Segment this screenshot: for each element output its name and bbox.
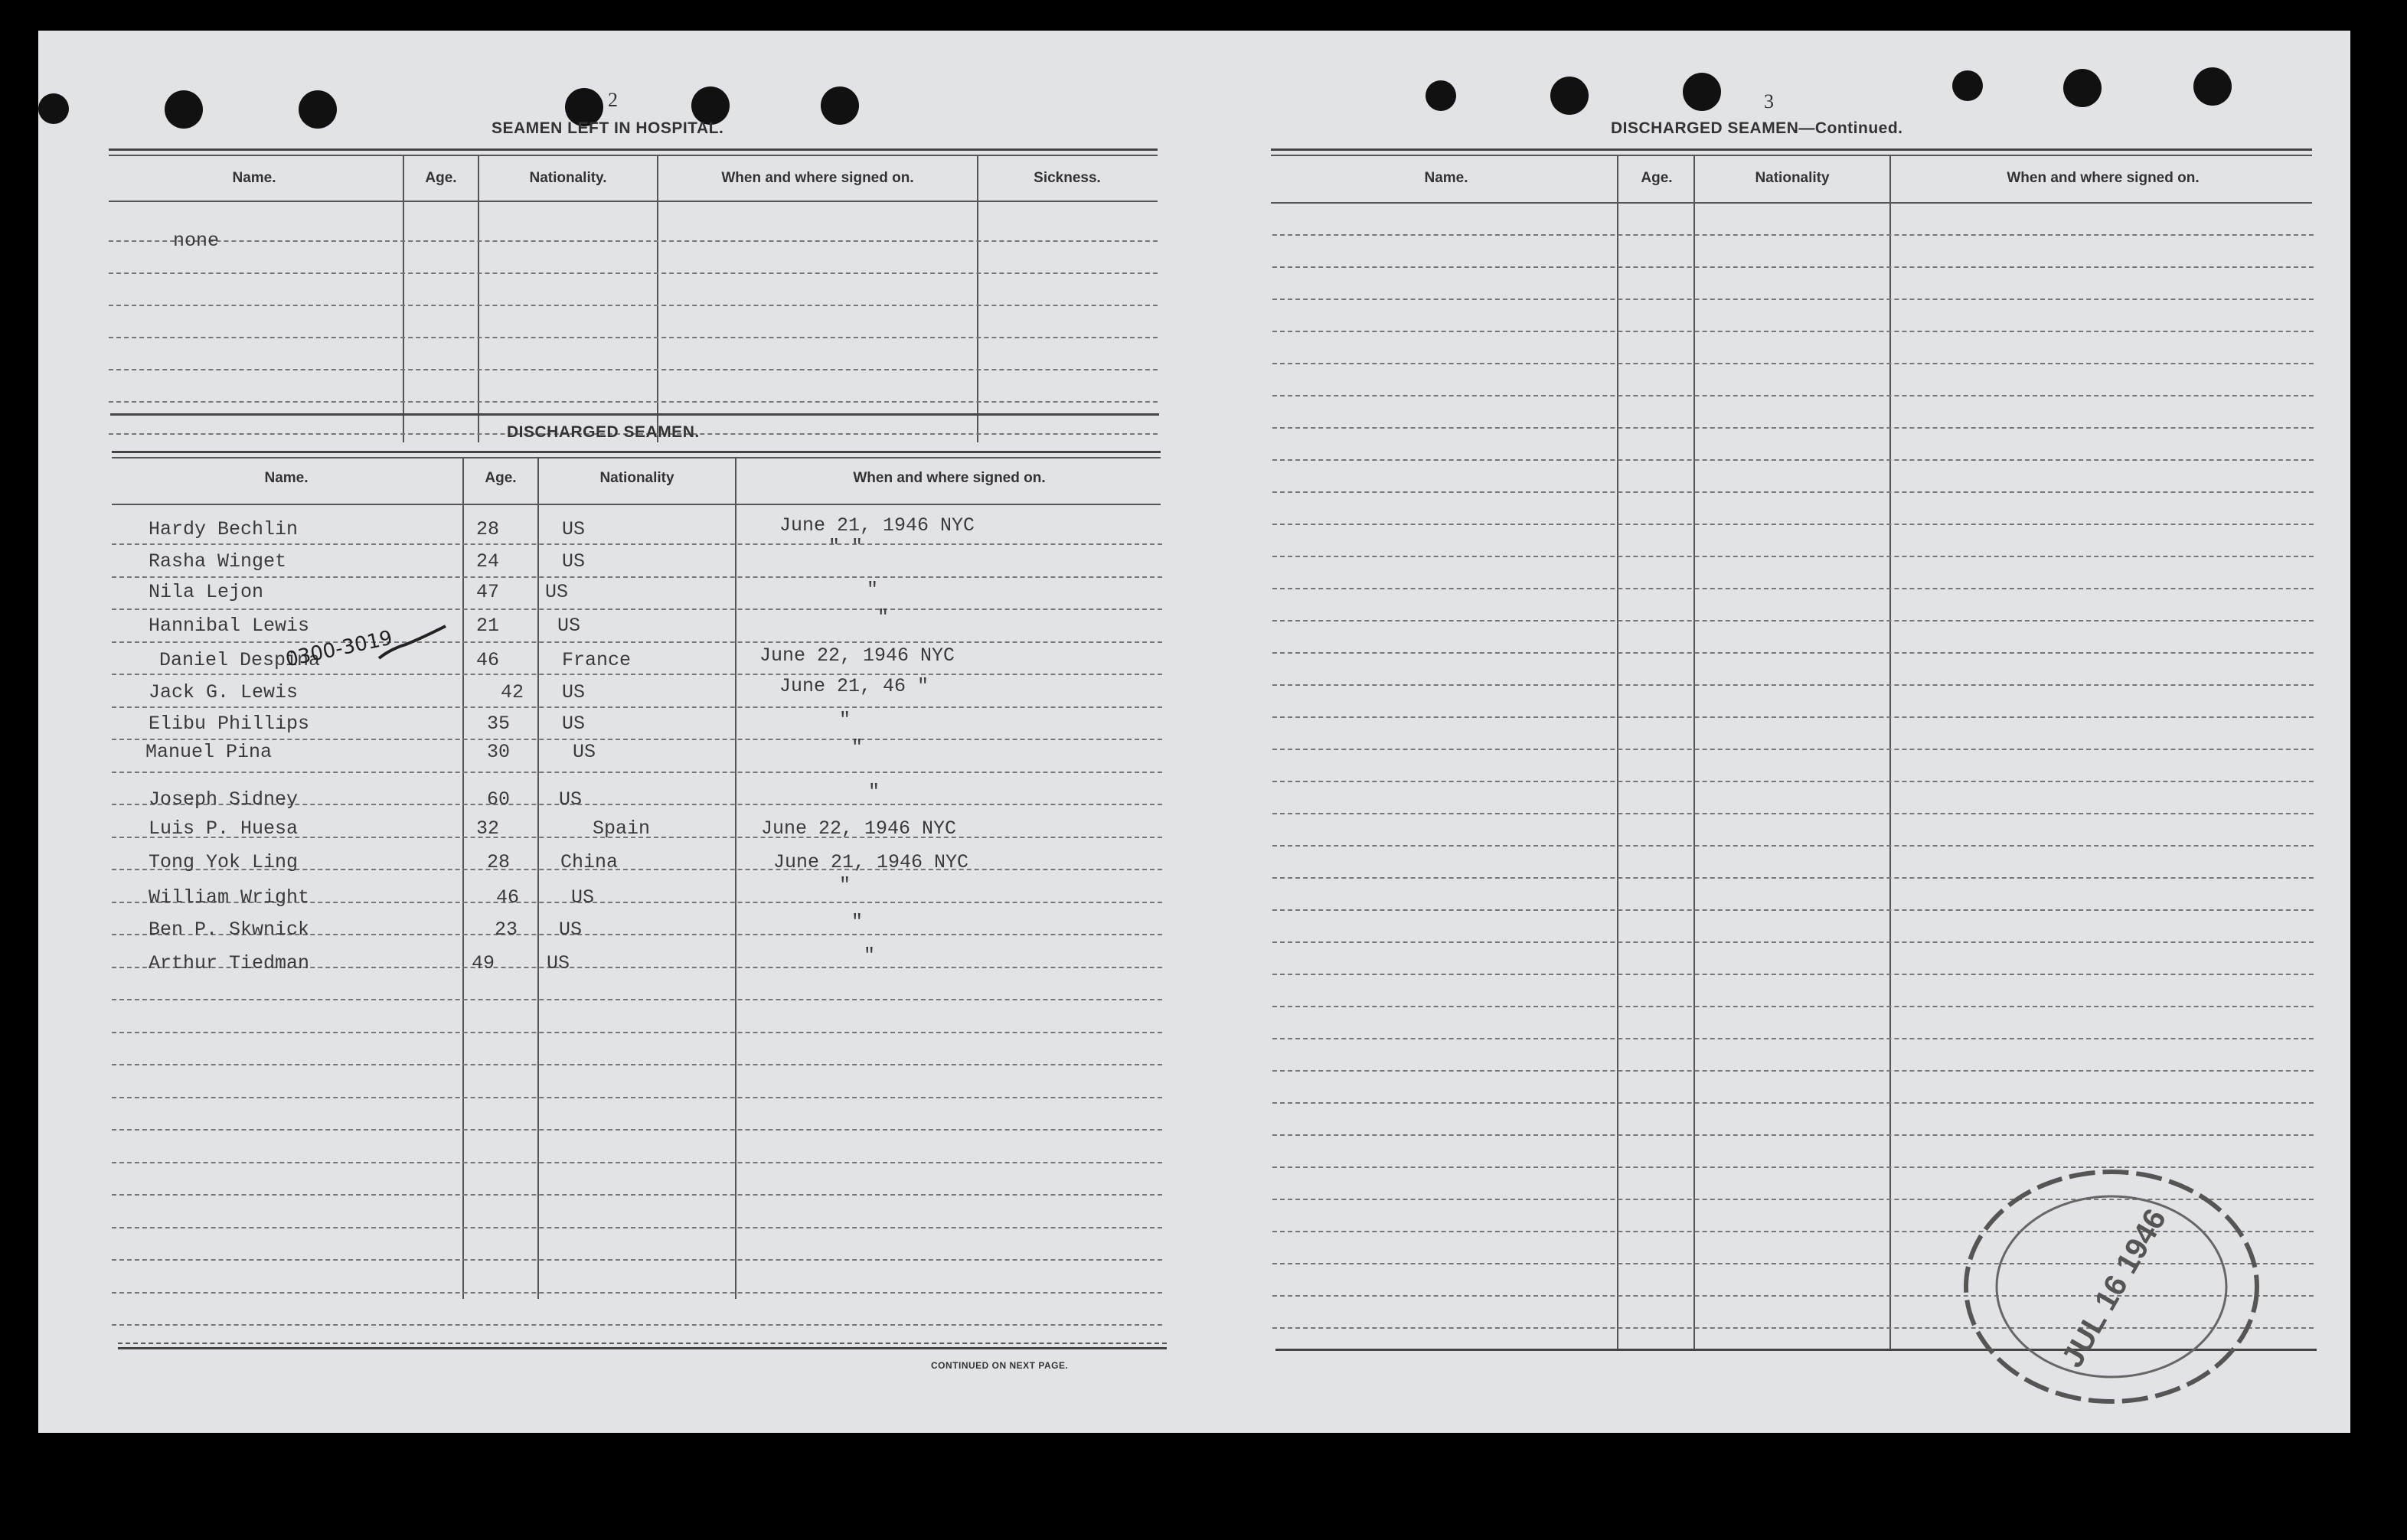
discharged-age: 46 (476, 649, 500, 671)
punch-hole (1426, 80, 1456, 111)
row-rule (1272, 588, 2314, 589)
discharged-name: Tong Yok Ling (149, 851, 299, 873)
punch-hole (1683, 73, 1721, 111)
hospital-header-age: Age. (425, 170, 457, 186)
discharged-age: 32 (476, 817, 500, 840)
page-number-left: 2 (608, 89, 618, 111)
discharged-nationality: US (562, 518, 586, 540)
row-rule (112, 543, 1162, 545)
right-header-name: Name. (1424, 170, 1468, 186)
row-rule (1272, 749, 2314, 750)
row-rule (112, 1292, 1162, 1294)
document-sheet (38, 31, 2350, 1433)
discharged-header-signed-on: When and where signed on. (853, 470, 1046, 486)
row-rule (1272, 620, 2314, 622)
discharged-signed-on: " (851, 736, 864, 759)
row-rule (112, 739, 1162, 740)
discharged-nationality: Spain (593, 817, 651, 840)
rule (1271, 202, 2312, 204)
row-rule (1272, 1006, 2314, 1007)
discharged-nationality: US (557, 615, 581, 637)
row-rule (1272, 845, 2314, 847)
date-stamp (1951, 1160, 2272, 1413)
right-header-nationality: Nationality (1755, 170, 1830, 186)
row-rule (1272, 1038, 2314, 1039)
row-rule (1272, 1070, 2314, 1072)
row-rule (109, 240, 1158, 242)
handwritten-annotation: 0300-3019 (283, 626, 395, 672)
row-rule (112, 1194, 1162, 1196)
discharged-nationality: US (547, 952, 570, 974)
discharged-name: Arthur Tiedman (149, 952, 310, 974)
row-rule (112, 1227, 1162, 1228)
punch-hole (2193, 67, 2232, 106)
row-rule (112, 772, 1162, 773)
column-divider (735, 457, 736, 1299)
discharged-signed-on: " (839, 874, 851, 896)
row-rule (112, 608, 1162, 610)
column-divider (403, 155, 404, 442)
row-rule (109, 305, 1158, 306)
column-divider (478, 155, 479, 442)
row-rule (112, 576, 1162, 578)
row-rule (112, 674, 1162, 675)
discharged-name: Jack G. Lewis (149, 681, 299, 703)
column-divider (657, 155, 658, 442)
discharged-age: 49 (472, 952, 495, 974)
row-rule (1272, 974, 2314, 975)
discharged-signed-on: " (868, 781, 880, 803)
row-rule (109, 369, 1158, 370)
row-rule (112, 1032, 1162, 1033)
column-divider (1693, 155, 1695, 1349)
row-rule (1272, 1102, 2314, 1104)
hospital-header-nationality: Nationality. (529, 170, 607, 186)
row-rule (1272, 524, 2314, 525)
discharged-header-name: Name. (264, 470, 309, 486)
discharged-signed-on: " (839, 709, 851, 731)
discharged-signed-on: " (877, 606, 890, 628)
column-divider (977, 155, 978, 442)
row-rule (112, 999, 1162, 1000)
discharged-nationality: US (571, 886, 595, 909)
discharged-age: 46 (496, 886, 520, 909)
discharged-name: Rasha Winget (149, 550, 287, 573)
discharged-nationality: US (573, 741, 596, 763)
discharged-age: 47 (476, 581, 500, 603)
discharged-signed-on: " (864, 945, 876, 967)
discharged-name: Luis P. Huesa (149, 817, 299, 840)
row-rule (1272, 331, 2314, 332)
row-rule (1272, 877, 2314, 879)
punch-hole (165, 90, 203, 129)
discharged-age: 28 (476, 518, 500, 540)
discharged-signed-on: " " (828, 536, 864, 558)
rule (109, 201, 1158, 202)
rule (110, 413, 1159, 416)
hospital-header-name: Name. (232, 170, 276, 186)
discharged-name: Joseph Sidney (149, 788, 299, 811)
row-rule (1272, 491, 2314, 493)
row-rule (109, 272, 1158, 274)
right-header-signed-on: When and where signed on. (2007, 170, 2200, 186)
stamp-date: JUL 16 1946 (2055, 1203, 2173, 1373)
rule (1271, 155, 2312, 156)
discharged-continued-title: DISCHARGED SEAMEN—Continued. (1611, 119, 1903, 137)
discharged-header-nationality: Nationality (599, 470, 674, 486)
row-rule (109, 401, 1158, 403)
discharged-name: William Wright (149, 886, 310, 909)
annotation-check-mark (375, 622, 452, 667)
punch-hole (2063, 69, 2102, 107)
row-rule (1272, 556, 2314, 557)
continued-note: CONTINUED ON NEXT PAGE. (931, 1360, 1069, 1371)
row-rule (1272, 234, 2314, 236)
row-rule (112, 1324, 1162, 1326)
discharged-age: 60 (487, 788, 511, 811)
discharged-name: Manuel Pina (145, 741, 273, 763)
discharged-age: 21 (476, 615, 500, 637)
rule (112, 504, 1161, 505)
discharged-header-age: Age. (485, 470, 517, 486)
discharged-signed-on: " (851, 911, 864, 933)
row-rule (1272, 459, 2314, 461)
discharged-nationality: US (559, 788, 583, 811)
row-rule (1272, 652, 2314, 654)
discharged-nationality: US (562, 681, 586, 703)
punch-hole (821, 86, 859, 125)
row-rule (1272, 363, 2314, 364)
discharged-name: Nila Lejon (149, 581, 264, 603)
column-divider (1617, 155, 1618, 1349)
row-rule (1272, 684, 2314, 686)
discharged-signed-on: June 21, 1946 NYC (779, 514, 975, 537)
hospital-header-signed-on: When and where signed on. (721, 170, 914, 186)
column-divider (462, 457, 464, 1299)
discharged-name: Ben P. Skwnick (149, 918, 310, 941)
discharged-nationality: US (545, 581, 569, 603)
discharged-signed-on: June 22, 1946 NYC (759, 644, 955, 667)
hospital-entry-none: none (173, 230, 220, 252)
discharged-age: 42 (501, 681, 524, 703)
row-rule (112, 1162, 1162, 1163)
punch-hole (1952, 70, 1983, 101)
row-rule (112, 706, 1162, 708)
rule (118, 1343, 1167, 1344)
discharged-name: Hannibal Lewis (149, 615, 310, 637)
rule (112, 457, 1161, 458)
row-rule (112, 1259, 1162, 1261)
discharged-name: Daniel Despina (159, 649, 321, 671)
row-rule (112, 1129, 1162, 1131)
discharged-signed-on: June 21, 46 " (779, 675, 929, 697)
discharged-age: 23 (495, 918, 518, 941)
row-rule (1272, 395, 2314, 396)
rule (1271, 148, 2312, 151)
discharged-nationality: China (560, 851, 619, 873)
page-number-right: 3 (1764, 90, 1774, 113)
discharged-nationality: US (559, 918, 583, 941)
rule (109, 155, 1158, 156)
row-rule (1272, 299, 2314, 300)
discharged-name: Hardy Bechlin (149, 518, 299, 540)
row-rule (109, 337, 1158, 338)
row-rule (112, 641, 1162, 643)
punch-hole (1550, 77, 1589, 115)
discharged-name: Elibu Phillips (149, 713, 310, 735)
discharged-age: 24 (476, 550, 500, 573)
row-rule (112, 1064, 1162, 1065)
row-rule (1272, 266, 2314, 268)
rule (118, 1347, 1167, 1349)
hospital-header-sickness: Sickness. (1034, 170, 1101, 186)
row-rule (1272, 813, 2314, 814)
discharged-signed-on: June 22, 1946 NYC (761, 817, 957, 840)
row-rule (1272, 1134, 2314, 1136)
discharged-age: 35 (487, 713, 511, 735)
discharged-signed-on: " (867, 579, 879, 601)
row-rule (1272, 909, 2314, 911)
discharged-nationality: US (562, 713, 586, 735)
discharged-nationality: US (562, 550, 586, 573)
discharged-age: 28 (487, 851, 511, 873)
column-divider (537, 457, 539, 1299)
row-rule (112, 1097, 1162, 1098)
discharged-nationality: France (562, 649, 632, 671)
row-rule (1272, 781, 2314, 782)
right-header-age: Age. (1641, 170, 1673, 186)
rule (112, 451, 1161, 453)
discharged-section-title: DISCHARGED SEAMEN. (507, 423, 700, 441)
row-rule (1272, 716, 2314, 718)
punch-hole (38, 93, 69, 124)
discharged-signed-on: June 21, 1946 NYC (773, 851, 969, 873)
rule (109, 148, 1158, 151)
hospital-section-title: SEAMEN LEFT IN HOSPITAL. (492, 119, 724, 137)
column-divider (1889, 155, 1891, 1349)
row-rule (1272, 427, 2314, 429)
row-rule (1272, 941, 2314, 943)
punch-hole (299, 90, 337, 129)
discharged-age: 30 (487, 741, 511, 763)
